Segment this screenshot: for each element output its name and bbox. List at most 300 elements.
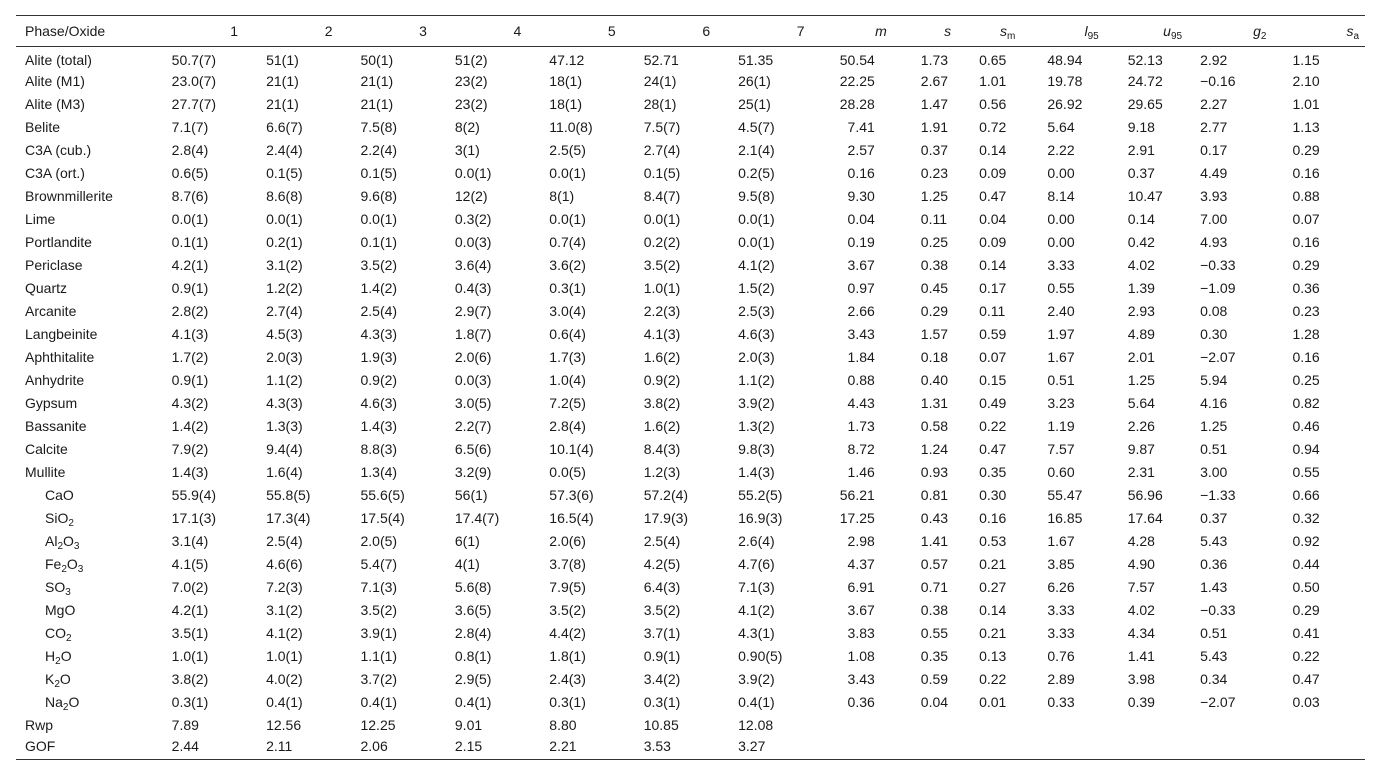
cell-stat-5: 2.93 (1127, 303, 1155, 319)
cell-stat-7: 0.47 (1292, 671, 1320, 687)
cell-sample-1: 2.44 (171, 737, 199, 754)
cell-sample-5: 4.4(2) (549, 625, 586, 641)
cell-stat-1: 6.91 (847, 579, 875, 595)
cell-stat-2: 0.57 (920, 556, 949, 572)
cell-stat-2: 0.59 (920, 671, 949, 687)
cell-sample-4: 3.6(4) (454, 257, 492, 273)
cell-sample-6: 8.4(7) (643, 188, 681, 204)
cell-sample-3: 2.0(5) (360, 533, 398, 549)
cell-sample-5: 0.3(1) (549, 280, 586, 296)
cell-stat-2: 1.91 (920, 119, 949, 135)
cell-sample-4: 0.4(3) (454, 280, 492, 296)
cell-stat-5: 9.87 (1127, 441, 1155, 457)
cell-stat-7: 0.50 (1292, 579, 1320, 595)
cell-stat-4: 0.55 (1047, 280, 1075, 296)
cell-sample-2: 2.0(3) (266, 349, 303, 365)
cell-stat-5: 17.64 (1127, 510, 1163, 526)
header-row (16, 16, 1365, 47)
cell-stat-1: 2.66 (847, 303, 875, 319)
cell-stat-3: 0.59 (979, 326, 1007, 342)
cell-sample-6: 10.85 (643, 717, 679, 733)
cell-stat-1: 2.57 (847, 142, 875, 158)
cell-stat-6: 2.77 (1200, 119, 1228, 135)
cell-stat-1: 22.25 (839, 73, 875, 89)
cell-sample-6: 2.2(3) (643, 303, 681, 319)
cell-sample-2: 17.3(4) (266, 510, 311, 526)
cell-stat-4: 6.26 (1047, 579, 1075, 595)
header-stat-l95: $l_{95}$ (1084, 23, 1099, 42)
cell-stat-5: 10.47 (1127, 188, 1163, 204)
row-label: $SO_3$ (45, 579, 71, 598)
cell-stat-6 (1188, 714, 1272, 737)
cell-sample-6: 0.2(2) (643, 234, 681, 250)
cell-stat-6: 0.17 (1200, 142, 1228, 158)
cell-stat-7: 1.13 (1292, 119, 1320, 135)
cell-stat-1: 1.08 (847, 648, 875, 664)
cell-stat-2 (893, 737, 957, 760)
cell-stat-6: 1.25 (1200, 418, 1228, 434)
cell-stat-5: 2.26 (1127, 418, 1155, 434)
cell-stat-5: 3.98 (1127, 671, 1155, 687)
cell-stat-6: −2.07 (1200, 694, 1236, 710)
table-row (16, 185, 1365, 208)
cell-stat-5: 0.42 (1127, 234, 1155, 250)
cell-sample-6: 1.6(2) (643, 349, 681, 365)
cell-sample-1: 55.9(4) (171, 487, 217, 503)
row-label: Quartz (25, 280, 68, 296)
cell-sample-7: 0.90(5) (738, 648, 783, 664)
cell-sample-2: 4.1(2) (266, 625, 303, 641)
cell-sample-3: 21(1) (360, 96, 394, 112)
cell-stat-6: 0.51 (1200, 625, 1228, 641)
cell-sample-3: 7.5(8) (360, 119, 398, 135)
cell-stat-6: 2.92 (1200, 52, 1228, 69)
row-label: Lime (25, 211, 56, 227)
cell-stat-3: 0.30 (979, 487, 1007, 503)
cell-sample-5: 0.6(4) (549, 326, 586, 342)
cell-sample-5: 16.5(4) (549, 510, 594, 526)
cell-stat-3: 0.07 (979, 349, 1007, 365)
cell-sample-7: 1.4(3) (738, 464, 775, 480)
cell-sample-5: 18(1) (549, 96, 582, 112)
cell-sample-1: 3.5(1) (171, 625, 209, 641)
cell-stat-1: 0.04 (847, 211, 875, 227)
cell-sample-5: 2.21 (549, 737, 577, 754)
cell-stat-6: 3.00 (1200, 464, 1228, 480)
cell-sample-2: 0.0(1) (266, 211, 303, 227)
cell-sample-7: 25(1) (738, 96, 771, 112)
cell-sample-7: 4.6(3) (738, 326, 775, 342)
cell-sample-7: 55.2(5) (738, 487, 783, 503)
row-label: $K_2O$ (45, 671, 71, 690)
cell-stat-7: 0.82 (1292, 395, 1320, 411)
row-label: Rwp (25, 717, 54, 733)
cell-stat-4: 26.92 (1047, 96, 1083, 112)
cell-sample-2: 2.7(4) (266, 303, 303, 319)
cell-stat-5: 4.28 (1127, 533, 1155, 549)
cell-stat-4: 2.89 (1047, 671, 1075, 687)
cell-stat-1: 7.41 (847, 119, 875, 135)
cell-stat-2: 1.57 (920, 326, 949, 342)
table-row (16, 346, 1365, 369)
cell-stat-3: 0.21 (979, 556, 1007, 572)
cell-sample-2: 51(1) (266, 52, 299, 69)
cell-sample-4: 0.3(2) (454, 211, 492, 227)
cell-sample-4: 0.0(1) (454, 165, 492, 181)
cell-stat-4: 1.19 (1047, 418, 1075, 434)
cell-stat-7: 0.32 (1292, 510, 1320, 526)
table-row (16, 208, 1365, 231)
cell-stat-2: 0.37 (920, 142, 949, 158)
cell-stat-6: 5.43 (1200, 648, 1228, 664)
cell-sample-7: 4.1(2) (738, 257, 775, 273)
cell-sample-1: 4.1(3) (171, 326, 209, 342)
cell-stat-3: 0.56 (979, 96, 1007, 112)
cell-sample-1: 50.7(7) (171, 52, 217, 69)
cell-stat-3: 0.22 (979, 671, 1007, 687)
cell-stat-3: 0.22 (979, 418, 1007, 434)
cell-sample-1: 23.0(7) (171, 73, 217, 89)
table-row (16, 599, 1365, 622)
cell-sample-7: 1.5(2) (738, 280, 775, 296)
cell-sample-7: 2.1(4) (738, 142, 775, 158)
cell-stat-7: 0.25 (1292, 372, 1320, 388)
cell-sample-3: 5.4(7) (360, 556, 398, 572)
cell-stat-2: 0.38 (920, 602, 949, 618)
cell-sample-5: 8.80 (549, 717, 577, 733)
cell-stat-3: 0.27 (979, 579, 1007, 595)
cell-sample-6: 52.71 (643, 52, 679, 69)
cell-sample-6: 4.1(3) (643, 326, 681, 342)
cell-stat-2 (893, 714, 957, 737)
cell-sample-2: 2.4(4) (266, 142, 303, 158)
cell-sample-5: 3.7(8) (549, 556, 586, 572)
cell-stat-7: 2.10 (1292, 73, 1320, 89)
table-row (16, 323, 1365, 346)
cell-stat-6: 2.27 (1200, 96, 1228, 112)
cell-sample-3: 1.4(2) (360, 280, 398, 296)
cell-stat-6: 4.16 (1200, 395, 1228, 411)
cell-stat-3 (957, 714, 1021, 737)
cell-sample-1: 8.7(6) (171, 188, 209, 204)
cell-sample-2: 0.1(5) (266, 165, 303, 181)
cell-sample-4: 0.4(1) (454, 694, 492, 710)
cell-sample-2: 12.56 (266, 717, 302, 733)
cell-stat-1: 0.88 (847, 372, 875, 388)
cell-sample-1: 4.3(2) (171, 395, 209, 411)
table-row (16, 277, 1365, 300)
cell-sample-3: 9.6(8) (360, 188, 398, 204)
cell-stat-3: 0.47 (979, 188, 1007, 204)
cell-sample-4: 0.0(3) (454, 234, 492, 250)
cell-sample-1: 1.4(3) (171, 464, 209, 480)
cell-sample-5: 1.0(4) (549, 372, 586, 388)
cell-sample-1: 0.6(5) (171, 165, 209, 181)
cell-stat-2: 0.40 (920, 372, 949, 388)
cell-sample-6: 0.3(1) (643, 694, 681, 710)
row-label: Anhydrite (25, 372, 85, 388)
cell-stat-4: 48.94 (1047, 52, 1083, 69)
table-row (16, 484, 1365, 507)
header-stat-sm: $s_m$ (1000, 23, 1016, 42)
cell-sample-2: 6.6(7) (266, 119, 303, 135)
cell-sample-7: 0.4(1) (738, 694, 775, 710)
cell-sample-6: 2.5(4) (643, 533, 681, 549)
row-label: SiO$_2$ (45, 510, 74, 529)
cell-sample-5: 7.2(5) (549, 395, 586, 411)
cell-stat-4: 55.47 (1047, 487, 1083, 503)
cell-stat-5: 24.72 (1127, 73, 1163, 89)
cell-sample-4: 56(1) (454, 487, 488, 503)
cell-stat-1: 0.16 (847, 165, 875, 181)
row-label: Bassanite (25, 418, 87, 434)
cell-sample-5: 7.9(5) (549, 579, 586, 595)
cell-stat-4: 1.67 (1047, 533, 1075, 549)
header-sample-4: 4 (513, 23, 522, 39)
cell-stat-5 (1105, 714, 1188, 737)
cell-stat-4: 16.85 (1047, 510, 1083, 526)
cell-stat-7: 0.16 (1292, 165, 1320, 181)
cell-stat-6: 1.43 (1200, 579, 1228, 595)
cell-stat-1: 0.97 (847, 280, 875, 296)
cell-sample-3: 3.7(2) (360, 671, 398, 687)
cell-sample-4: 2.2(7) (454, 418, 492, 434)
cell-stat-5: 2.91 (1127, 142, 1155, 158)
cell-sample-6: 0.1(5) (643, 165, 681, 181)
cell-sample-7: 16.9(3) (738, 510, 783, 526)
cell-sample-6: 1.2(3) (643, 464, 681, 480)
cell-sample-6: 1.0(1) (643, 280, 681, 296)
table-row (16, 530, 1365, 553)
cell-stat-7 (1272, 714, 1365, 737)
cell-stat-3: 0.47 (979, 441, 1007, 457)
cell-sample-4: 17.4(7) (454, 510, 500, 526)
cell-stat-5: 4.90 (1127, 556, 1155, 572)
cell-stat-5: 1.41 (1127, 648, 1155, 664)
cell-sample-5: 3.0(4) (549, 303, 586, 319)
cell-sample-6: 6.4(3) (643, 579, 681, 595)
cell-stat-5: 4.02 (1127, 602, 1155, 618)
cell-sample-3: 0.1(5) (360, 165, 398, 181)
cell-sample-6: 0.9(1) (643, 648, 681, 664)
row-label: CaO (45, 487, 74, 503)
cell-sample-6: 3.5(2) (643, 602, 681, 618)
table-row (16, 300, 1365, 323)
cell-sample-3: 1.4(3) (360, 418, 398, 434)
cell-stat-3: 0.14 (979, 142, 1007, 158)
cell-stat-2: 0.81 (920, 487, 949, 503)
cell-sample-5: 11.0(8) (549, 119, 593, 135)
cell-stat-6: 0.08 (1200, 303, 1228, 319)
cell-sample-7: 7.1(3) (738, 579, 775, 595)
cell-stat-2: 0.29 (920, 303, 949, 319)
cell-sample-1: 7.1(7) (171, 119, 209, 135)
cell-stat-3: 0.09 (979, 165, 1007, 181)
table-header (16, 16, 1365, 47)
cell-sample-2: 3.1(2) (266, 602, 303, 618)
cell-sample-4: 2.9(5) (454, 671, 492, 687)
cell-stat-4: 3.23 (1047, 395, 1075, 411)
cell-stat-6: −1.09 (1200, 280, 1236, 296)
cell-stat-2: 0.71 (920, 579, 949, 595)
cell-stat-7: 1.28 (1292, 326, 1320, 342)
cell-stat-6: 5.43 (1200, 533, 1228, 549)
table-row (16, 691, 1365, 714)
cell-stat-4: 1.67 (1047, 349, 1075, 365)
row-label: Alite (M3) (25, 96, 85, 112)
row-label: Mullite (25, 464, 66, 480)
cell-sample-4: 2.9(7) (454, 303, 492, 319)
cell-sample-6: 1.6(2) (643, 418, 681, 434)
cell-stat-3: 1.01 (979, 73, 1007, 89)
cell-sample-2: 0.2(1) (266, 234, 303, 250)
cell-sample-3: 0.9(2) (360, 372, 398, 388)
cell-sample-4: 3.2(9) (454, 464, 492, 480)
cell-stat-2: 0.04 (920, 694, 949, 710)
cell-stat-6: −1.33 (1200, 487, 1236, 503)
cell-sample-2: 3.1(2) (266, 257, 303, 273)
cell-sample-6: 8.4(3) (643, 441, 681, 457)
cell-stat-3: 0.14 (979, 602, 1007, 618)
cell-sample-3: 2.2(4) (360, 142, 398, 158)
cell-sample-4: 12(2) (454, 188, 488, 204)
row-label: Gypsum (25, 395, 78, 411)
cell-stat-1: 1.84 (847, 349, 875, 365)
cell-sample-1: 2.8(2) (171, 303, 209, 319)
cell-sample-1: 0.9(1) (171, 372, 209, 388)
header-sample-1: 1 (230, 23, 239, 39)
cell-sample-1: 0.3(1) (171, 694, 209, 710)
cell-sample-7: 3.9(2) (738, 671, 775, 687)
cell-sample-4: 3(1) (454, 142, 480, 158)
cell-sample-1: 3.1(4) (171, 533, 209, 549)
row-label: Belite (25, 119, 61, 135)
cell-stat-5: 56.96 (1127, 487, 1163, 503)
table-row (16, 576, 1365, 599)
cell-stat-5: 4.89 (1127, 326, 1155, 342)
table-row (16, 622, 1365, 645)
cell-stat-7: 0.92 (1292, 533, 1320, 549)
cell-stat-7: 0.46 (1292, 418, 1320, 434)
cell-stat-7: 0.44 (1292, 556, 1320, 572)
cell-stat-2: 1.24 (920, 441, 949, 457)
row-label: $Al_2O_3$ (45, 533, 80, 552)
cell-stat-7: 1.15 (1292, 52, 1320, 69)
row-label: Alite (total) (25, 52, 92, 69)
cell-sample-7: 12.08 (738, 717, 774, 733)
cell-sample-7: 26(1) (738, 73, 771, 89)
cell-sample-2: 4.5(3) (266, 326, 303, 342)
cell-sample-3: 3.5(2) (360, 602, 398, 618)
cell-stat-5: 2.01 (1127, 349, 1155, 365)
cell-stat-7: 0.22 (1292, 648, 1320, 664)
cell-sample-6: 3.5(2) (643, 257, 681, 273)
cell-sample-3: 1.1(1) (360, 648, 398, 664)
cell-sample-7: 0.0(1) (738, 211, 775, 227)
cell-stat-4: 3.33 (1047, 602, 1075, 618)
cell-stat-6: 5.94 (1200, 372, 1228, 388)
row-label: Brownmillerite (25, 188, 113, 204)
cell-sample-1: 1.0(1) (171, 648, 209, 664)
cell-stat-6: −0.33 (1200, 602, 1236, 618)
row-label: MgO (45, 602, 76, 618)
cell-sample-6: 4.2(5) (643, 556, 681, 572)
cell-sample-1: 17.1(3) (171, 510, 217, 526)
cell-sample-3: 7.1(3) (360, 579, 398, 595)
cell-stat-5: 52.13 (1127, 52, 1163, 69)
cell-sample-3: 50(1) (360, 52, 394, 69)
cell-stat-3: 0.65 (979, 52, 1007, 69)
cell-sample-2: 8.6(8) (266, 188, 303, 204)
cell-stat-1: 50.54 (839, 52, 875, 69)
cell-stat-3: 0.16 (979, 510, 1007, 526)
cell-sample-7: 4.1(2) (738, 602, 775, 618)
cell-stat-1: 0.36 (847, 694, 875, 710)
cell-stat-6: 4.93 (1200, 234, 1228, 250)
cell-sample-1: 4.2(1) (171, 602, 209, 618)
cell-stat-5: 7.57 (1127, 579, 1155, 595)
cell-stat-1: 2.98 (847, 533, 875, 549)
cell-stat-7: 0.07 (1292, 211, 1320, 227)
cell-stat-1: 1.73 (847, 418, 875, 434)
cell-sample-3: 4.3(3) (360, 326, 398, 342)
cell-sample-5: 0.3(1) (549, 694, 586, 710)
cell-stat-4: 1.97 (1047, 326, 1075, 342)
cell-sample-2: 21(1) (266, 73, 299, 89)
cell-stat-6: −2.07 (1200, 349, 1236, 365)
cell-sample-4: 51(2) (454, 52, 488, 69)
cell-sample-4: 8(2) (454, 119, 480, 135)
header-sample-3: 3 (419, 23, 427, 39)
row-label: $CO_2$ (45, 625, 72, 644)
table-row (16, 47, 1365, 70)
cell-stat-3: 0.11 (979, 303, 1006, 319)
cell-stat-3: 0.09 (979, 234, 1007, 250)
cell-sample-6: 17.9(3) (643, 510, 689, 526)
row-label: $Fe_2O_3$ (45, 556, 84, 575)
cell-sample-7: 4.3(1) (738, 625, 775, 641)
table-row (16, 461, 1365, 484)
cell-sample-2: 1.2(2) (266, 280, 303, 296)
cell-stat-6: 0.30 (1200, 326, 1228, 342)
table-row (16, 116, 1365, 139)
cell-stat-2: 0.11 (920, 211, 948, 227)
cell-stat-3: 0.14 (979, 257, 1007, 273)
cell-stat-4: 7.57 (1047, 441, 1075, 457)
cell-sample-6: 24(1) (643, 73, 677, 89)
cell-stat-2: 0.58 (920, 418, 949, 434)
cell-sample-5: 2.5(5) (549, 142, 586, 158)
table-row (16, 369, 1365, 392)
cell-stat-7: 0.03 (1292, 694, 1320, 710)
cell-stat-7: 0.16 (1292, 234, 1320, 250)
cell-sample-1: 2.8(4) (171, 142, 209, 158)
cell-stat-2: 0.35 (920, 648, 949, 664)
cell-sample-3: 0.1(1) (360, 234, 398, 250)
cell-stat-7: 0.23 (1292, 303, 1320, 319)
row-label: Aphthitalite (25, 349, 95, 365)
header-stat-m: m (875, 23, 887, 39)
cell-sample-3: 3.9(1) (360, 625, 398, 641)
cell-sample-2: 9.4(4) (266, 441, 303, 457)
cell-sample-7: 1.1(2) (738, 372, 775, 388)
cell-stat-3: 0.15 (979, 372, 1007, 388)
cell-sample-2: 2.11 (266, 737, 293, 754)
cell-sample-5: 2.4(3) (549, 671, 586, 687)
cell-sample-3: 8.8(3) (360, 441, 398, 457)
header-stat-sa: $s_a$ (1346, 23, 1359, 42)
cell-stat-2: 0.38 (920, 257, 949, 273)
